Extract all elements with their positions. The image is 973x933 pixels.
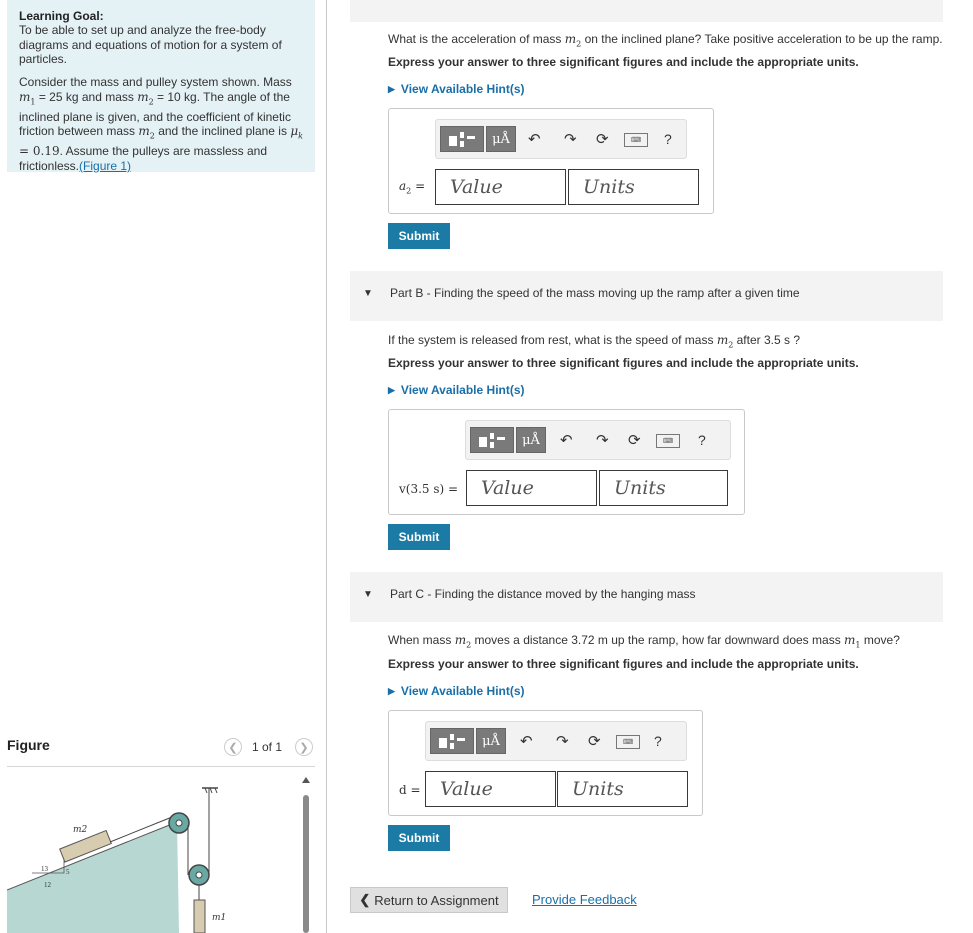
scroll-thumb[interactable] [303,795,309,933]
reset-icon[interactable]: ⟳ [596,131,609,148]
help-button[interactable]: ? [664,131,672,147]
help-button[interactable]: ? [698,432,706,448]
part-b-value-input[interactable]: Value [466,470,597,506]
part-b-toolbar [465,420,731,460]
caret-right-icon: ▶ [388,686,395,696]
part-c-value-input[interactable]: Value [425,771,556,807]
caret-right-icon: ▶ [388,84,395,94]
figure-pager: 1 of 1 [252,740,283,754]
part-a-header-band [350,0,943,22]
templates-icon [437,732,467,750]
return-to-assignment-button[interactable]: ❮ Return to Assignment [350,887,508,913]
part-b-hint-toggle[interactable]: ▶ View Available Hint(s) [388,383,525,397]
figure-link[interactable]: (Figure 1) [79,158,132,173]
collapse-caret-icon[interactable]: ▼ [363,288,373,299]
part-a-toolbar [435,119,687,159]
undo-icon[interactable]: ↶ [528,131,541,148]
redo-icon[interactable]: ↷ [596,432,609,449]
part-c-question: When mass $m_2$ moves a distance 3.72 m up the ramp, how far downward does mass $m_1$ move? [388,633,900,650]
part-c-instruction: Express your answer to three significant figures and include the appropriate units. [388,657,859,671]
collapse-caret-icon[interactable]: ▼ [363,589,373,600]
scroll-up-arrow-icon[interactable] [302,777,310,783]
units-symbols-button[interactable]: μÅ [486,126,516,152]
pulley-figure [7,770,297,933]
part-b-instruction: Express your answer to three significant figures and include the appropriate units. [388,356,859,370]
part-c-submit-button[interactable]: Submit [388,825,450,851]
reset-icon[interactable]: ⟳ [588,733,601,750]
part-a-variable-label: $a_2$ = [399,179,426,196]
part-c-units-input[interactable]: Units [557,771,688,807]
templates-icon [477,431,507,449]
figure-label: Figure [7,737,50,753]
templates-icon [447,130,477,148]
units-symbols-button[interactable]: μÅ [516,427,546,453]
part-a-instruction: Express your answer to three significant figures and include the appropriate units. [388,55,859,69]
ramp-label-13: 13 [41,865,48,873]
provide-feedback-link[interactable]: Provide Feedback [532,892,637,907]
part-a-submit-button[interactable]: Submit [388,223,450,249]
block-m1 [194,900,205,933]
part-b-units-input[interactable]: Units [599,470,728,506]
part-c-hint-toggle[interactable]: ▶ View Available Hint(s) [388,684,525,698]
undo-icon[interactable]: ↶ [520,733,533,750]
redo-icon[interactable]: ↷ [564,131,577,148]
figure-divider [7,766,315,767]
part-a-question: What is the acceleration of mass $m_2$ on the inclined plane? Take positive acceleration to be up the ramp. [388,32,943,49]
part-b-question: If the system is released from rest, what is the speed of mass $m_2$ after 3.5 s ? [388,333,800,350]
help-button[interactable]: ? [654,733,662,749]
figure-scrollbar[interactable] [302,777,310,933]
chevron-right-icon: ❯ [299,741,309,754]
label-m1: m1 [212,913,227,923]
learning-goal-title: Learning Goal: [19,9,104,23]
units-symbols-button[interactable]: μÅ [476,728,506,754]
part-b-answer-box [388,409,745,515]
part-c-variable-label: d = [399,783,421,797]
redo-icon[interactable]: ↷ [556,733,569,750]
part-a-hint-toggle[interactable]: ▶ View Available Hint(s) [388,82,525,96]
learning-goal-text: To be able to set up and analyze the free-body diagrams and equations of motion for a system of particles. [19,23,282,66]
part-b-variable-label: v(3.5 s) = [399,482,459,496]
undo-icon[interactable]: ↶ [560,432,573,449]
label-m2: m2 [73,825,88,835]
chevron-left-icon: ❮ [228,741,238,754]
part-c-header: Part C - Finding the distance moved by the hanging mass [390,587,696,601]
prev-figure-button[interactable] [224,738,242,756]
part-a-value-input[interactable]: Value [435,169,566,205]
part-a-units-input[interactable]: Units [568,169,699,205]
part-c-toolbar [425,721,687,761]
reset-icon[interactable]: ⟳ [628,432,641,449]
part-b-submit-button[interactable]: Submit [388,524,450,550]
ramp-label-12: 12 [44,881,51,889]
next-figure-button[interactable] [295,738,313,756]
keyboard-icon[interactable]: ⌨ [624,133,648,147]
templates-button[interactable] [430,728,474,754]
part-a-answer-box [388,108,714,214]
part-b-header: Part B - Finding the speed of the mass moving up the ramp after a given time [390,286,800,300]
templates-button[interactable] [470,427,514,453]
part-c-answer-box [388,710,703,816]
problem-statement: Consider the mass and pulley system shown. Mass $m_1 = 25$ kg and mass $m_2 = 10$ kg. The angle of the inclined plane is given, and the coefficient of kinetic friction between mass $m_2$ and the inclined plane is $\mu_k = 0.19$. Assume the pulleys are massless and frictionless.(Figure 1) [19,75,303,173]
chevron-left-icon: ❮ [359,892,371,907]
ramp-label-5: 5 [66,868,70,876]
column-divider [326,0,327,933]
keyboard-icon[interactable]: ⌨ [656,434,680,448]
caret-right-icon: ▶ [388,385,395,395]
templates-button[interactable] [440,126,484,152]
keyboard-icon[interactable]: ⌨ [616,735,640,749]
